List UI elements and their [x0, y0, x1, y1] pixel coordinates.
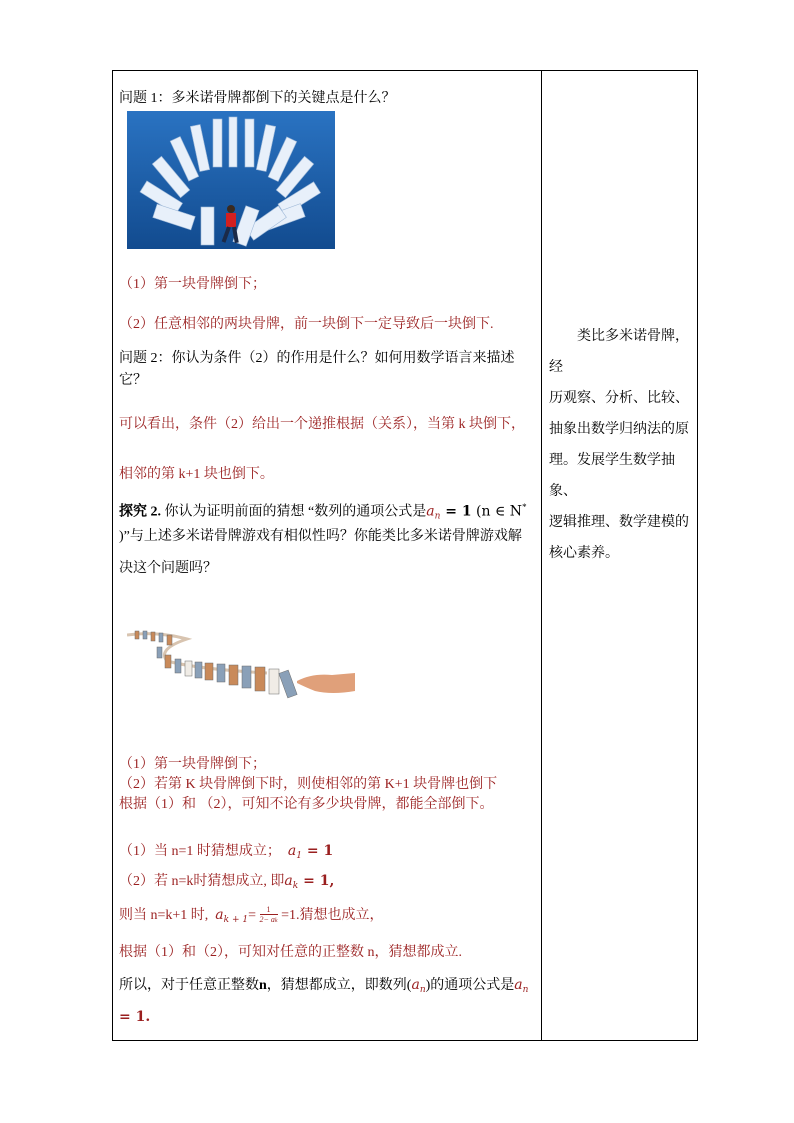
summary-eq: = 1.: [119, 1009, 151, 1025]
proof-step-1-a: a: [287, 843, 297, 859]
question-1: 问题 1：多米诺骨牌都倒下的关键点是什么？: [119, 91, 396, 106]
proof-conclusion: 根据（1）和（2），可知对任意的正整数 n，猜想都成立.: [119, 945, 462, 960]
summary-line-1: [119, 975, 528, 1000]
explore-label: 探究 2.: [119, 504, 161, 520]
proof-step-3-sub: k + 1: [223, 915, 249, 925]
column-divider: [541, 71, 542, 1040]
proof-step-3-text: 则当 n=k+1 时,: [119, 908, 209, 923]
question-2-line-1: 问题 2：你认为条件（2）的作用是什么？如何用数学语言来描述: [119, 351, 515, 366]
commentary-line: 抽象出数学归纳法的原: [549, 422, 689, 437]
right-cell-commentary: [549, 321, 695, 569]
answer-2-line-2: 相邻的第 k+1 块也倒下。: [119, 467, 274, 482]
explore-2-line-1: [119, 497, 527, 527]
step-3: 根据（1）和 （2），可知不论有多少块骨牌，都能全部倒下。: [119, 797, 494, 812]
explore-formula-sub: n: [434, 511, 441, 522]
commentary-line: 类比多米诺骨牌，经: [549, 329, 689, 375]
proof-step-3-eq: =: [248, 908, 257, 923]
proof-step-2-a: a: [284, 873, 293, 889]
question-2-line-2: 它？: [119, 373, 147, 388]
proof-step-3-rest: =1.猜想也成立，: [281, 908, 384, 923]
summary-seq-a: a: [411, 977, 420, 993]
explore-2-line-2: )”与上述多米诺骨牌游戏有相似性吗？你能类比多米诺骨牌游戏解: [119, 529, 522, 544]
left-cell: [119, 71, 537, 1040]
explore-2-line-3: 决这个问题吗？: [119, 561, 217, 576]
proof-step-2-sub: k: [292, 881, 299, 891]
proof-step-1-text: （1）当 n=1 时猜想成立；: [119, 844, 281, 859]
summary-text-3: )的通项公式是: [425, 978, 515, 993]
fraction-numerator: 1: [260, 905, 278, 915]
fraction-denominator-sub: k: [274, 918, 278, 925]
answer-1-line-2: （2）任意相邻的两块骨牌，前一块倒下一定导致后一块倒下.: [119, 317, 494, 332]
step-1: （1）第一块骨牌倒下；: [119, 757, 266, 772]
commentary-line: 理。发展学生数学抽象、: [549, 453, 675, 499]
explore-text: 你认为证明前面的猜想 “数列的通项公式是: [161, 504, 427, 520]
summary-line-2: [119, 1007, 150, 1028]
fraction-denominator: [260, 915, 278, 926]
proof-step-2: [119, 871, 334, 896]
fraction-denominator-text: 2− a: [259, 915, 275, 925]
proof-step-1-eq: = 1: [302, 843, 334, 859]
explore-formula-set: (n ∈ N: [471, 503, 523, 520]
answer-1-line-1: （1）第一块骨牌倒下；: [119, 277, 266, 292]
answer-2-line-1: 可以看出，条件（2）给出一个递推根据（关系），当第 k 块倒下，: [119, 417, 525, 432]
proof-step-1-sub: 1: [296, 851, 302, 861]
summary-n: n: [259, 978, 267, 993]
commentary-line: 核心素养。: [549, 546, 619, 561]
proof-step-2-eq: = 1,: [298, 873, 335, 889]
domino-row-hand-image: [127, 629, 355, 707]
commentary-line: 历观察、分析、比较、: [549, 391, 689, 406]
summary-end-sub: n: [522, 985, 529, 995]
summary-seq-sub: n: [419, 985, 426, 995]
summary-end-a: a: [514, 977, 523, 993]
step-2: （2）若第 K 块骨牌倒下时，则使相邻的第 K+1 块骨牌也倒下: [119, 777, 498, 792]
explore-star: *: [522, 502, 527, 512]
proof-step-1: [119, 841, 333, 866]
explore-formula-eq: = 1: [440, 503, 472, 520]
proof-step-3-a: a: [215, 907, 224, 923]
lesson-table: [112, 70, 698, 1041]
proof-step-3: [119, 905, 384, 930]
summary-text-2: ，猜想都成立，即数列(: [266, 978, 412, 993]
explore-formula-a: a: [426, 503, 435, 520]
commentary-line: 逻辑推理、数学建模的: [549, 515, 689, 530]
proof-step-3-fraction: [260, 905, 278, 926]
proof-step-2-text: （2）若 n=k时猜想成立, 即: [119, 874, 285, 889]
domino-circle-image: [127, 111, 335, 249]
summary-text-1: 所以，对于任意正整数: [119, 978, 259, 993]
